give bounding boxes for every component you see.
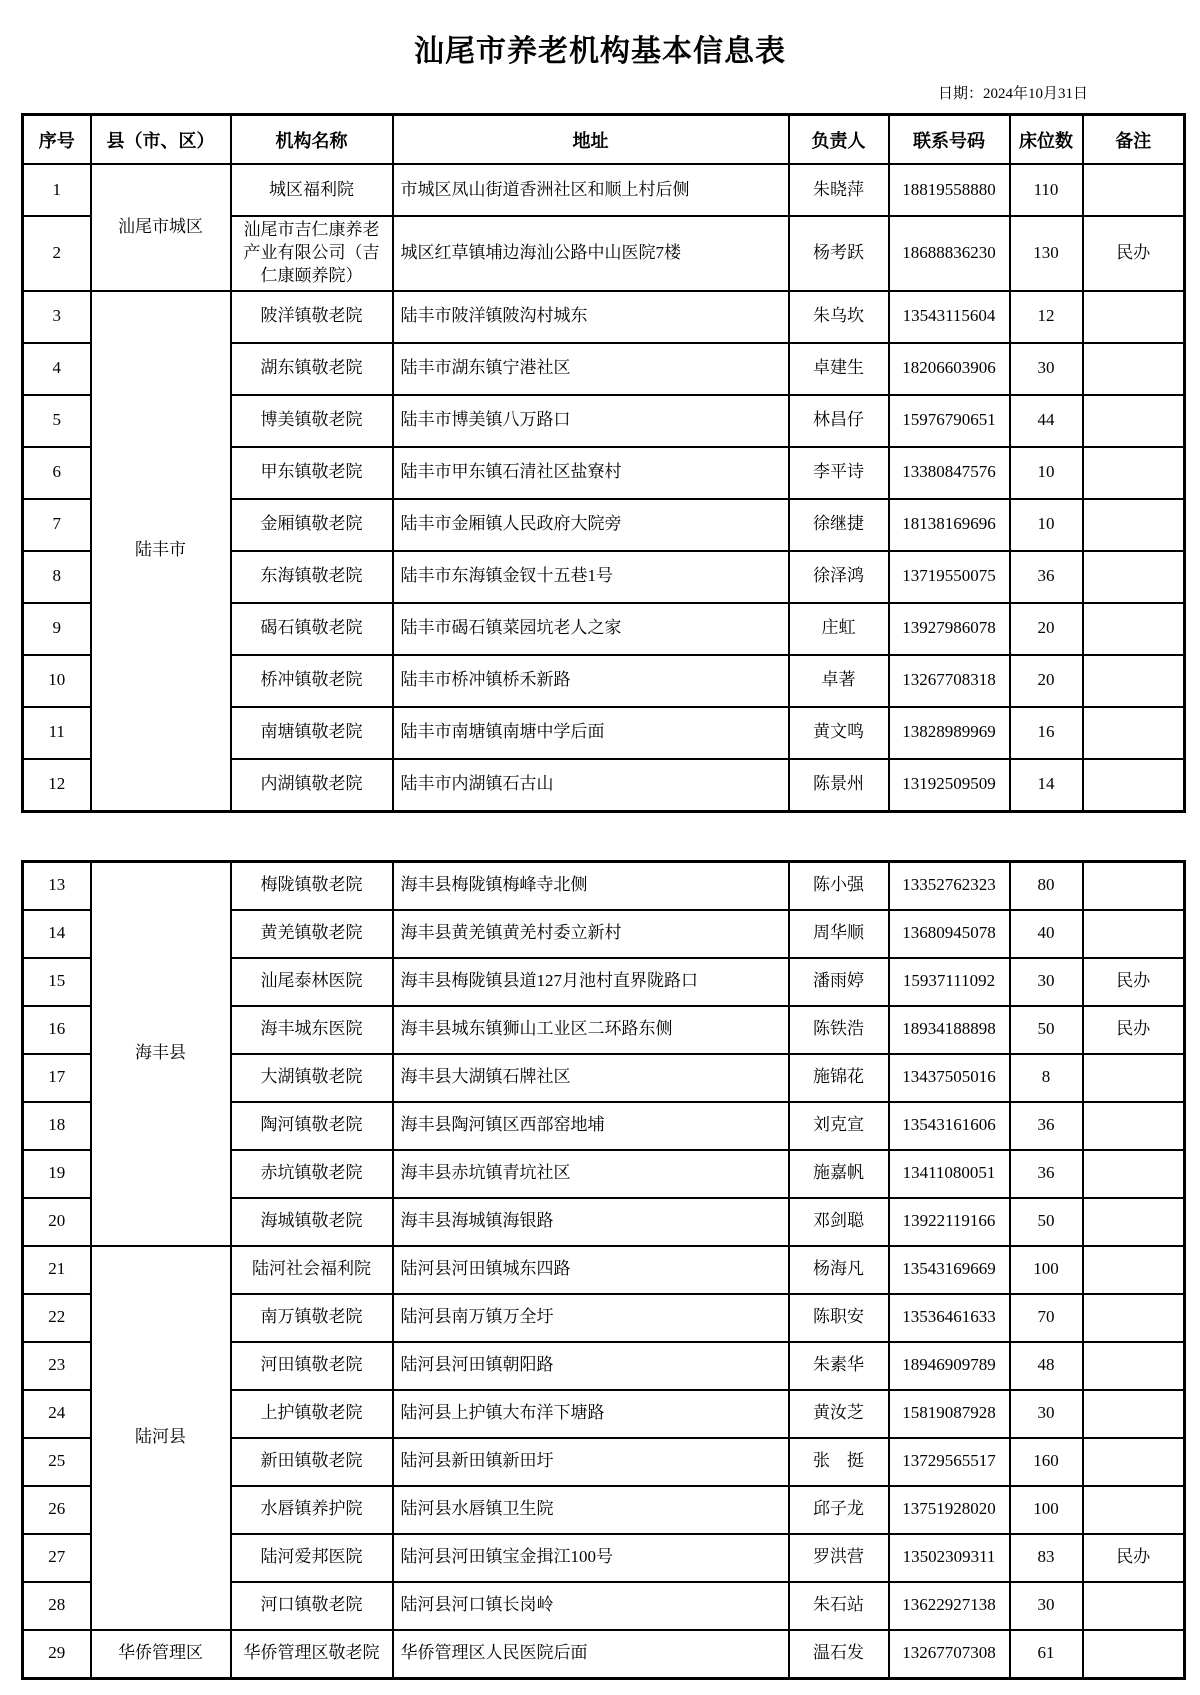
cell-serial: 13 — [23, 861, 91, 910]
cell-institution-name: 城区福利院 — [231, 164, 393, 216]
cell-address: 城区红草镇埔边海汕公路中山医院7楼 — [393, 216, 789, 291]
cell-manager: 卓著 — [789, 655, 889, 707]
cell-beds: 50 — [1010, 1198, 1083, 1246]
cell-note — [1083, 1486, 1185, 1534]
cell-institution-name: 东海镇敬老院 — [231, 551, 393, 603]
cell-phone: 13536461633 — [889, 1294, 1010, 1342]
cell-institution-name: 碣石镇敬老院 — [231, 603, 393, 655]
cell-serial: 23 — [23, 1342, 91, 1390]
cell-phone: 13352762323 — [889, 861, 1010, 910]
cell-serial: 20 — [23, 1198, 91, 1246]
cell-manager: 陈铁浩 — [789, 1006, 889, 1054]
cell-note: 民办 — [1083, 1006, 1185, 1054]
cell-beds: 50 — [1010, 1006, 1083, 1054]
cell-manager: 李平诗 — [789, 447, 889, 499]
cell-phone: 13192509509 — [889, 759, 1010, 812]
cell-phone: 13267707308 — [889, 1630, 1010, 1679]
cell-address: 市城区凤山街道香洲社区和顺上村后侧 — [393, 164, 789, 216]
info-table-part1 — [21, 113, 1186, 813]
cell-beds: 40 — [1010, 910, 1083, 958]
cell-address: 海丰县梅陇镇梅峰寺北侧 — [393, 861, 789, 910]
cell-manager: 陈职安 — [789, 1294, 889, 1342]
cell-address: 陆河县河田镇城东四路 — [393, 1246, 789, 1294]
cell-note — [1083, 291, 1185, 343]
cell-institution-name: 陂洋镇敬老院 — [231, 291, 393, 343]
cell-address: 海丰县梅陇镇县道127月池村直界陇路口 — [393, 958, 789, 1006]
cell-address: 海丰县城东镇狮山工业区二环路东侧 — [393, 1006, 789, 1054]
cell-note — [1083, 910, 1185, 958]
cell-phone: 15976790651 — [889, 395, 1010, 447]
cell-serial: 7 — [23, 499, 91, 551]
cell-note — [1083, 395, 1185, 447]
table-row — [23, 1630, 1185, 1679]
cell-note — [1083, 861, 1185, 910]
cell-beds: 30 — [1010, 1390, 1083, 1438]
cell-address: 陆丰市湖东镇宁港社区 — [393, 343, 789, 395]
cell-beds: 30 — [1010, 958, 1083, 1006]
cell-address: 陆丰市东海镇金钗十五巷1号 — [393, 551, 789, 603]
cell-serial: 14 — [23, 910, 91, 958]
cell-beds: 110 — [1010, 164, 1083, 216]
cell-note — [1083, 655, 1185, 707]
cell-address: 陆河县河田镇宝金揖江100号 — [393, 1534, 789, 1582]
cell-address: 陆丰市甲东镇石清社区盐寮村 — [393, 447, 789, 499]
cell-note — [1083, 1582, 1185, 1630]
cell-institution-name: 南万镇敬老院 — [231, 1294, 393, 1342]
cell-institution-name: 海城镇敬老院 — [231, 1198, 393, 1246]
cell-serial: 1 — [23, 164, 91, 216]
cell-institution-name: 陆河爱邦医院 — [231, 1534, 393, 1582]
cell-manager: 黄文鸣 — [789, 707, 889, 759]
cell-manager: 杨考跃 — [789, 216, 889, 291]
cell-institution-name: 华侨管理区敬老院 — [231, 1630, 393, 1679]
cell-institution-name: 金厢镇敬老院 — [231, 499, 393, 551]
cell-phone: 18946909789 — [889, 1342, 1010, 1390]
cell-manager: 陈景州 — [789, 759, 889, 812]
cell-serial: 11 — [23, 707, 91, 759]
cell-address: 华侨管理区人民医院后面 — [393, 1630, 789, 1679]
cell-beds: 8 — [1010, 1054, 1083, 1102]
cell-address: 陆丰市陂洋镇陂沟村城东 — [393, 291, 789, 343]
cell-note — [1083, 1054, 1185, 1102]
cell-serial: 12 — [23, 759, 91, 812]
cell-note — [1083, 1246, 1185, 1294]
cell-serial: 15 — [23, 958, 91, 1006]
header-region: 县（市、区） — [91, 115, 231, 165]
header-address: 地址 — [393, 115, 789, 165]
header-note: 备注 — [1083, 115, 1185, 165]
cell-note — [1083, 1438, 1185, 1486]
cell-address: 陆丰市内湖镇石古山 — [393, 759, 789, 812]
cell-institution-name: 陶河镇敬老院 — [231, 1102, 393, 1150]
cell-beds: 20 — [1010, 655, 1083, 707]
info-table-part2 — [21, 860, 1186, 1680]
cell-manager: 邱子龙 — [789, 1486, 889, 1534]
cell-institution-name: 黄羌镇敬老院 — [231, 910, 393, 958]
table-row — [23, 1246, 1185, 1294]
cell-region: 陆河县 — [91, 1246, 231, 1630]
header-beds: 床位数 — [1010, 115, 1083, 165]
cell-region: 华侨管理区 — [91, 1630, 231, 1679]
table-row — [23, 861, 1185, 910]
cell-manager: 陈小强 — [789, 861, 889, 910]
cell-institution-name: 湖东镇敬老院 — [231, 343, 393, 395]
cell-serial: 4 — [23, 343, 91, 395]
cell-address: 海丰县大湖镇石牌社区 — [393, 1054, 789, 1102]
cell-phone: 13719550075 — [889, 551, 1010, 603]
cell-phone: 15937111092 — [889, 958, 1010, 1006]
cell-institution-name: 南塘镇敬老院 — [231, 707, 393, 759]
cell-beds: 83 — [1010, 1534, 1083, 1582]
cell-serial: 17 — [23, 1054, 91, 1102]
cell-beds: 61 — [1010, 1630, 1083, 1679]
cell-region: 海丰县 — [91, 861, 231, 1246]
cell-beds: 10 — [1010, 499, 1083, 551]
cell-beds: 100 — [1010, 1246, 1083, 1294]
header-institution-name: 机构名称 — [231, 115, 393, 165]
cell-note — [1083, 1390, 1185, 1438]
cell-serial: 16 — [23, 1006, 91, 1054]
cell-serial: 29 — [23, 1630, 91, 1679]
cell-note — [1083, 164, 1185, 216]
cell-phone: 18138169696 — [889, 499, 1010, 551]
cell-region: 陆丰市 — [91, 291, 231, 812]
cell-manager: 邓剑聪 — [789, 1198, 889, 1246]
cell-beds: 16 — [1010, 707, 1083, 759]
cell-address: 陆丰市碣石镇菜园坑老人之家 — [393, 603, 789, 655]
cell-phone: 18688836230 — [889, 216, 1010, 291]
cell-beds: 44 — [1010, 395, 1083, 447]
cell-institution-name: 梅陇镇敬老院 — [231, 861, 393, 910]
cell-note — [1083, 1630, 1185, 1679]
table-row — [23, 291, 1185, 343]
cell-beds: 14 — [1010, 759, 1083, 812]
cell-note — [1083, 1342, 1185, 1390]
cell-institution-name: 新田镇敬老院 — [231, 1438, 393, 1486]
cell-manager: 罗洪营 — [789, 1534, 889, 1582]
cell-institution-name: 海丰城东医院 — [231, 1006, 393, 1054]
cell-beds: 30 — [1010, 1582, 1083, 1630]
cell-serial: 22 — [23, 1294, 91, 1342]
cell-phone: 13543169669 — [889, 1246, 1010, 1294]
cell-serial: 10 — [23, 655, 91, 707]
header-serial: 序号 — [23, 115, 91, 165]
cell-serial: 5 — [23, 395, 91, 447]
cell-note — [1083, 1294, 1185, 1342]
cell-beds: 160 — [1010, 1438, 1083, 1486]
cell-beds: 36 — [1010, 1102, 1083, 1150]
cell-note — [1083, 447, 1185, 499]
cell-note — [1083, 707, 1185, 759]
page-title: 汕尾市养老机构基本信息表 — [414, 35, 786, 68]
cell-phone: 13828989969 — [889, 707, 1010, 759]
cell-institution-name: 桥冲镇敬老院 — [231, 655, 393, 707]
cell-phone: 13543161606 — [889, 1102, 1010, 1150]
cell-note: 民办 — [1083, 216, 1185, 291]
cell-note — [1083, 759, 1185, 812]
cell-note — [1083, 1198, 1185, 1246]
cell-serial: 6 — [23, 447, 91, 499]
cell-serial: 18 — [23, 1102, 91, 1150]
cell-address: 陆河县水唇镇卫生院 — [393, 1486, 789, 1534]
cell-serial: 27 — [23, 1534, 91, 1582]
cell-serial: 21 — [23, 1246, 91, 1294]
cell-manager: 卓建生 — [789, 343, 889, 395]
cell-institution-name: 陆河社会福利院 — [231, 1246, 393, 1294]
cell-institution-name: 上护镇敬老院 — [231, 1390, 393, 1438]
cell-address: 陆丰市南塘镇南塘中学后面 — [393, 707, 789, 759]
cell-address: 陆河县上护镇大布洋下塘路 — [393, 1390, 789, 1438]
cell-institution-name: 赤坑镇敬老院 — [231, 1150, 393, 1198]
cell-manager: 朱乌坎 — [789, 291, 889, 343]
header-manager: 负责人 — [789, 115, 889, 165]
cell-manager: 刘克宣 — [789, 1102, 889, 1150]
cell-phone: 18934188898 — [889, 1006, 1010, 1054]
header-phone: 联系号码 — [889, 115, 1010, 165]
cell-address: 海丰县赤坑镇青坑社区 — [393, 1150, 789, 1198]
cell-note — [1083, 551, 1185, 603]
cell-phone: 18819558880 — [889, 164, 1010, 216]
cell-manager: 林昌仔 — [789, 395, 889, 447]
cell-phone: 13502309311 — [889, 1534, 1010, 1582]
cell-phone: 13380847576 — [889, 447, 1010, 499]
cell-manager: 黄汝芝 — [789, 1390, 889, 1438]
cell-beds: 10 — [1010, 447, 1083, 499]
cell-institution-name: 河田镇敬老院 — [231, 1342, 393, 1390]
cell-note — [1083, 343, 1185, 395]
cell-phone: 13922119166 — [889, 1198, 1010, 1246]
date-label: 日期：2024年10月31日 — [937, 86, 1088, 102]
cell-address: 海丰县黄羌镇黄羌村委立新村 — [393, 910, 789, 958]
cell-address: 海丰县海城镇海银路 — [393, 1198, 789, 1246]
cell-note — [1083, 1102, 1185, 1150]
cell-address: 陆丰市金厢镇人民政府大院旁 — [393, 499, 789, 551]
cell-manager: 朱素华 — [789, 1342, 889, 1390]
cell-note — [1083, 1150, 1185, 1198]
cell-beds: 80 — [1010, 861, 1083, 910]
cell-phone: 13267708318 — [889, 655, 1010, 707]
cell-manager: 潘雨婷 — [789, 958, 889, 1006]
cell-phone: 18206603906 — [889, 343, 1010, 395]
cell-institution-name: 汕尾市吉仁康养老产业有限公司（吉仁康颐养院） — [231, 216, 393, 291]
cell-serial: 28 — [23, 1582, 91, 1630]
cell-institution-name: 大湖镇敬老院 — [231, 1054, 393, 1102]
cell-phone: 13543115604 — [889, 291, 1010, 343]
cell-beds: 30 — [1010, 343, 1083, 395]
cell-institution-name: 汕尾泰林医院 — [231, 958, 393, 1006]
cell-phone: 15819087928 — [889, 1390, 1010, 1438]
cell-serial: 26 — [23, 1486, 91, 1534]
cell-manager: 徐泽鸿 — [789, 551, 889, 603]
cell-serial: 25 — [23, 1438, 91, 1486]
cell-address: 陆丰市桥冲镇桥禾新路 — [393, 655, 789, 707]
cell-institution-name: 内湖镇敬老院 — [231, 759, 393, 812]
cell-address: 陆河县南万镇万全圩 — [393, 1294, 789, 1342]
cell-serial: 9 — [23, 603, 91, 655]
cell-beds: 70 — [1010, 1294, 1083, 1342]
cell-institution-name: 甲东镇敬老院 — [231, 447, 393, 499]
cell-serial: 24 — [23, 1390, 91, 1438]
cell-phone: 13411080051 — [889, 1150, 1010, 1198]
cell-note: 民办 — [1083, 1534, 1185, 1582]
cell-manager: 周华顺 — [789, 910, 889, 958]
cell-region: 汕尾市城区 — [91, 164, 231, 291]
cell-manager: 杨海凡 — [789, 1246, 889, 1294]
cell-beds: 100 — [1010, 1486, 1083, 1534]
cell-address: 陆河县河田镇朝阳路 — [393, 1342, 789, 1390]
cell-note: 民办 — [1083, 958, 1185, 1006]
cell-phone: 13751928020 — [889, 1486, 1010, 1534]
cell-serial: 8 — [23, 551, 91, 603]
cell-serial: 2 — [23, 216, 91, 291]
cell-address: 陆丰市博美镇八万路口 — [393, 395, 789, 447]
cell-beds: 36 — [1010, 551, 1083, 603]
cell-beds: 130 — [1010, 216, 1083, 291]
cell-phone: 13680945078 — [889, 910, 1010, 958]
cell-institution-name: 水唇镇养护院 — [231, 1486, 393, 1534]
cell-manager: 庄虹 — [789, 603, 889, 655]
cell-phone: 13729565517 — [889, 1438, 1010, 1486]
cell-address: 海丰县陶河镇区西部窑地埔 — [393, 1102, 789, 1150]
cell-phone: 13437505016 — [889, 1054, 1010, 1102]
cell-manager: 温石发 — [789, 1630, 889, 1679]
cell-beds: 36 — [1010, 1150, 1083, 1198]
cell-institution-name: 博美镇敬老院 — [231, 395, 393, 447]
cell-manager: 张 挺 — [789, 1438, 889, 1486]
cell-serial: 3 — [23, 291, 91, 343]
cell-manager: 施嘉帆 — [789, 1150, 889, 1198]
cell-manager: 朱石站 — [789, 1582, 889, 1630]
cell-institution-name: 河口镇敬老院 — [231, 1582, 393, 1630]
cell-phone: 13927986078 — [889, 603, 1010, 655]
cell-beds: 48 — [1010, 1342, 1083, 1390]
cell-manager: 朱晓萍 — [789, 164, 889, 216]
cell-beds: 20 — [1010, 603, 1083, 655]
cell-phone: 13622927138 — [889, 1582, 1010, 1630]
cell-note — [1083, 499, 1185, 551]
table-row — [23, 164, 1185, 216]
header-row — [23, 115, 1185, 165]
cell-beds: 12 — [1010, 291, 1083, 343]
cell-manager: 施锦花 — [789, 1054, 889, 1102]
cell-serial: 19 — [23, 1150, 91, 1198]
cell-manager: 徐继捷 — [789, 499, 889, 551]
cell-address: 陆河县新田镇新田圩 — [393, 1438, 789, 1486]
cell-note — [1083, 603, 1185, 655]
cell-address: 陆河县河口镇长岗岭 — [393, 1582, 789, 1630]
